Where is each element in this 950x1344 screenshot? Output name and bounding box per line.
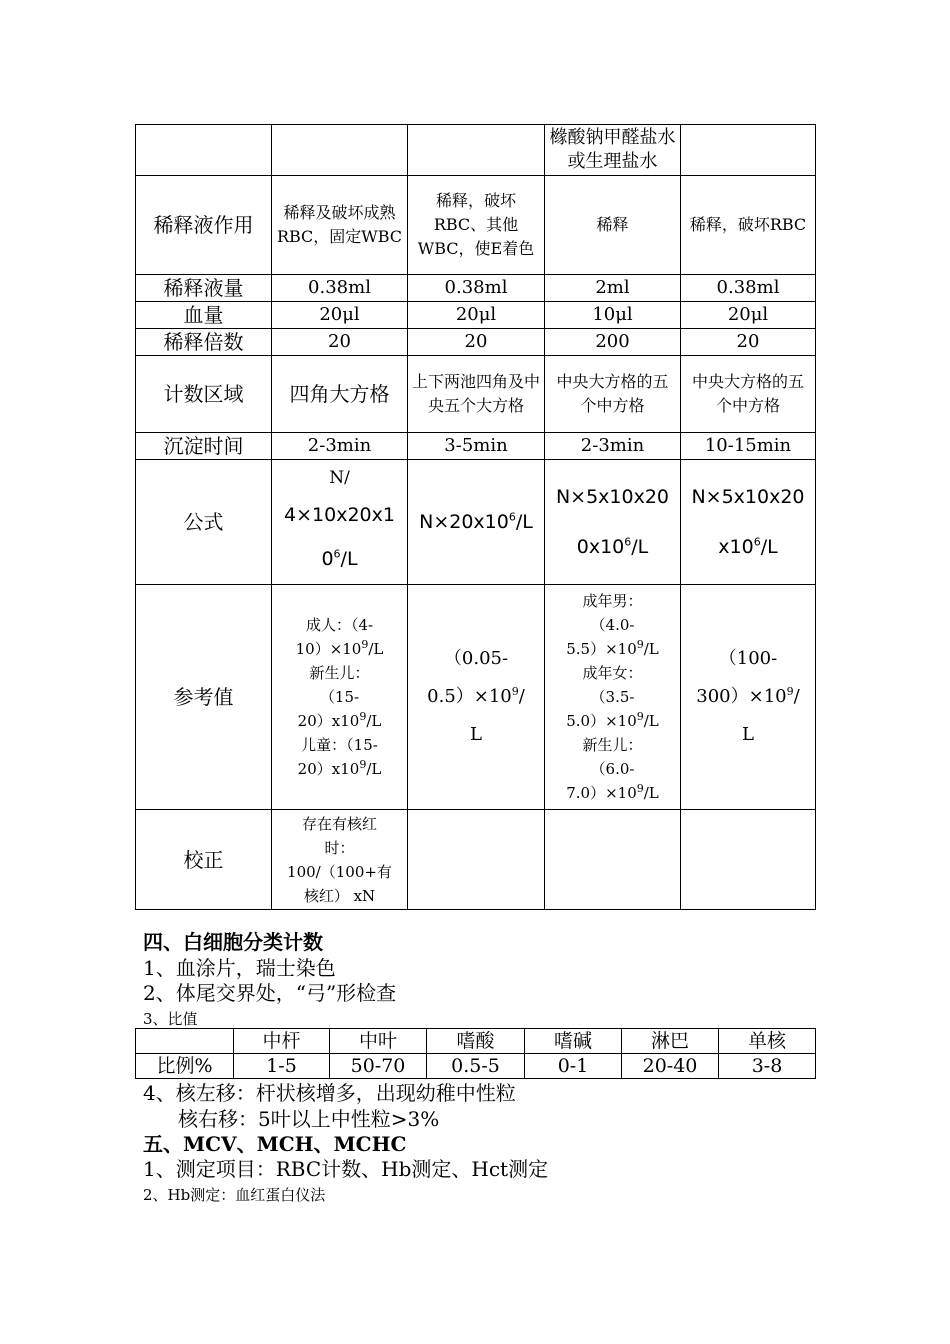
reference-cell (408, 585, 545, 810)
table-header-cell: 淋巴 (622, 1029, 719, 1054)
reference-text: / (793, 686, 800, 707)
formula-text: /L (515, 511, 533, 533)
table-cell (545, 810, 681, 910)
formula-text: N/ (329, 468, 350, 488)
table-cell: 10-15min (681, 433, 816, 460)
reference-exponent: 9 (636, 782, 644, 795)
table-cell: 0.38ml (272, 275, 408, 302)
formula-cell (272, 460, 408, 585)
reference-text: 成年女： (582, 664, 643, 682)
table-cell: 0.5-5 (427, 1054, 525, 1079)
reference-text: 5.5）×10 (566, 640, 637, 658)
reference-text: 新生儿： (309, 664, 370, 682)
formula-text: 0x10 (576, 536, 625, 558)
table-header-cell: 嗜碱 (525, 1029, 622, 1054)
table-cell: 3-5min (408, 433, 545, 460)
row-label-blood-volume: 血量 (136, 302, 272, 329)
table-cell: 20 (272, 329, 408, 356)
row-label-dilution-factor: 稀释倍数 (136, 329, 272, 356)
reference-text: 10）×10 (295, 640, 362, 658)
reference-cell (272, 585, 408, 810)
correction-text: 100/（100+有 (287, 862, 392, 881)
formula-exponent: 6 (753, 535, 761, 549)
reference-text: 儿童：（15- (301, 736, 378, 754)
correction-text: 时： (324, 838, 355, 857)
table-row (136, 275, 816, 302)
row-label-count-area: 计数区域 (136, 356, 272, 433)
table-cell: 20 (681, 329, 816, 356)
table-row (136, 302, 816, 329)
formula-exponent: 6 (624, 535, 632, 549)
table-cell: 0-1 (525, 1054, 622, 1079)
reference-text: /L (366, 760, 382, 778)
formula-text: /L (340, 548, 358, 570)
reference-text: （0.05- (443, 648, 509, 669)
reference-text: 7.0）×10 (566, 784, 637, 802)
table-cell: 0.38ml (681, 275, 816, 302)
row-label-diluent-function: 稀释液作用 (136, 176, 272, 275)
table-cell: 20μl (408, 302, 545, 329)
formula-cell (681, 460, 816, 585)
reference-text: L (742, 724, 754, 745)
reference-exponent: 9 (636, 710, 644, 723)
correction-text: 核红） xN (303, 886, 376, 905)
formula-cell (408, 460, 545, 585)
formula-cell (545, 460, 681, 585)
table-row (136, 460, 816, 585)
table-row (136, 1054, 816, 1079)
table-row (136, 356, 816, 433)
cell-count-table (135, 124, 816, 910)
formula-exponent: 6 (508, 510, 516, 524)
formula-text: /L (631, 536, 649, 558)
table-row (136, 125, 816, 176)
table-cell: 稀释 (545, 176, 681, 275)
table-cell: 中央大方格的五个中方格 (545, 356, 681, 433)
row-label-sedimentation-time: 沉淀时间 (136, 433, 272, 460)
wbc-ratio-table (135, 1028, 816, 1079)
table-header-cell (136, 1029, 234, 1054)
reference-exponent: 9 (786, 685, 794, 698)
formula-text: N×5x10x20 (691, 486, 805, 508)
correction-text: 存在有核红 (301, 814, 377, 833)
formula-text: N×20x10 (419, 511, 509, 533)
table-cell (136, 125, 272, 176)
reference-cell (545, 585, 681, 810)
table-cell: 20 (408, 329, 545, 356)
reference-text: 300）×10 (696, 686, 787, 707)
section-5-item-1: 1、测定项目：RBC计数、Hb测定、Hct测定 (143, 1157, 549, 1181)
table-cell: 2-3min (272, 433, 408, 460)
reference-text: （15- (319, 688, 360, 706)
table-row (136, 1029, 816, 1054)
reference-exponent: 9 (361, 638, 369, 651)
table-cell (272, 125, 408, 176)
table-cell (408, 810, 545, 910)
table-cell: 1-5 (234, 1054, 330, 1079)
row-label-formula: 公式 (136, 460, 272, 585)
left-shift-text: 4、核左移：杆状核增多，出现幼稚中性粒 (143, 1081, 516, 1105)
reference-text: （3.5- (590, 688, 635, 706)
table-header-cell: 嗜酸 (427, 1029, 525, 1054)
table-cell: 0.38ml (408, 275, 545, 302)
table-cell: 上下两池四角及中央五个大方格 (408, 356, 545, 433)
table-row (136, 585, 816, 810)
table-row (136, 329, 816, 356)
reference-exponent: 9 (359, 758, 367, 771)
table-cell: 稀释，破坏RBC (681, 176, 816, 275)
reference-text: L (470, 724, 482, 745)
reference-text: （100- (718, 648, 778, 669)
section-4-item-3: 3、比值 (143, 1010, 198, 1028)
reference-text: 5.0）×10 (566, 712, 637, 730)
table-cell: 四角大方格 (272, 356, 408, 433)
table-row (136, 810, 816, 910)
reference-text: 成年男： (582, 592, 643, 610)
reference-exponent: 9 (359, 710, 367, 723)
reference-text: 20）x10 (297, 712, 360, 730)
table-cell: 10μl (545, 302, 681, 329)
reference-text: /L (643, 640, 659, 658)
section-5-item-2: 2、Hb测定：血红蛋白仪法 (143, 1186, 326, 1204)
table-cell: 20μl (272, 302, 408, 329)
table-cell (408, 125, 545, 176)
table-cell: 橼酸钠甲醛盐水或生理盐水 (545, 125, 681, 176)
row-label-diluent-volume: 稀释液量 (136, 275, 272, 302)
table-cell: 稀释及破坏成熟RBC，固定WBC (272, 176, 408, 275)
reference-text: /L (368, 640, 384, 658)
formula-text: 0 (321, 548, 334, 570)
reference-exponent: 9 (511, 685, 519, 698)
table-cell: 20-40 (622, 1054, 719, 1079)
row-label-reference: 参考值 (136, 585, 272, 810)
table-cell: 3-8 (719, 1054, 816, 1079)
table-cell: 2ml (545, 275, 681, 302)
table-cell (681, 810, 816, 910)
section-4-item-1: 1、血涂片，瑞士染色 (143, 956, 336, 980)
table-header-cell: 中叶 (330, 1029, 427, 1054)
reference-text: /L (366, 712, 382, 730)
table-cell: 20μl (681, 302, 816, 329)
formula-text: x10 (718, 536, 754, 558)
formula-exponent: 6 (333, 547, 341, 561)
reference-text: 成人：（4- (305, 616, 374, 634)
reference-text: （4.0- (590, 616, 635, 634)
reference-text: /L (643, 784, 659, 802)
section-5-title: 五、MCV、MCH、MCHC (143, 1132, 407, 1156)
reference-text: 0.5）×10 (427, 686, 512, 707)
formula-text: N×5x10x20 (555, 486, 670, 508)
section-4-item-2: 2、体尾交界处，“弓”形检查 (143, 981, 397, 1005)
table-cell: 2-3min (545, 433, 681, 460)
row-label-ratio: 比例% (136, 1054, 234, 1079)
reference-exponent: 9 (636, 638, 644, 651)
reference-text: /L (643, 712, 659, 730)
formula-text: 4×10x20x1 (284, 504, 395, 526)
table-cell: 稀释，破坏RBC、其他WBC，使E着色 (408, 176, 545, 275)
table-header-cell: 中杆 (234, 1029, 330, 1054)
reference-cell (681, 585, 816, 810)
right-shift-text: 核右移：5叶以上中性粒>3% (178, 1107, 440, 1131)
table-row (136, 176, 816, 275)
section-4-title: 四、白细胞分类计数 (143, 930, 323, 954)
table-cell: 200 (545, 329, 681, 356)
table-cell: 50-70 (330, 1054, 427, 1079)
reference-text: / (518, 686, 525, 707)
row-label-correction: 校正 (136, 810, 272, 910)
table-cell: 中央大方格的五个中方格 (681, 356, 816, 433)
reference-text: 20）x10 (297, 760, 360, 778)
table-row (136, 433, 816, 460)
formula-text: /L (760, 536, 778, 558)
table-header-cell: 单核 (719, 1029, 816, 1054)
table-cell (681, 125, 816, 176)
reference-text: 新生儿： (582, 736, 643, 754)
correction-cell (272, 810, 408, 910)
reference-text: （6.0- (590, 760, 635, 778)
